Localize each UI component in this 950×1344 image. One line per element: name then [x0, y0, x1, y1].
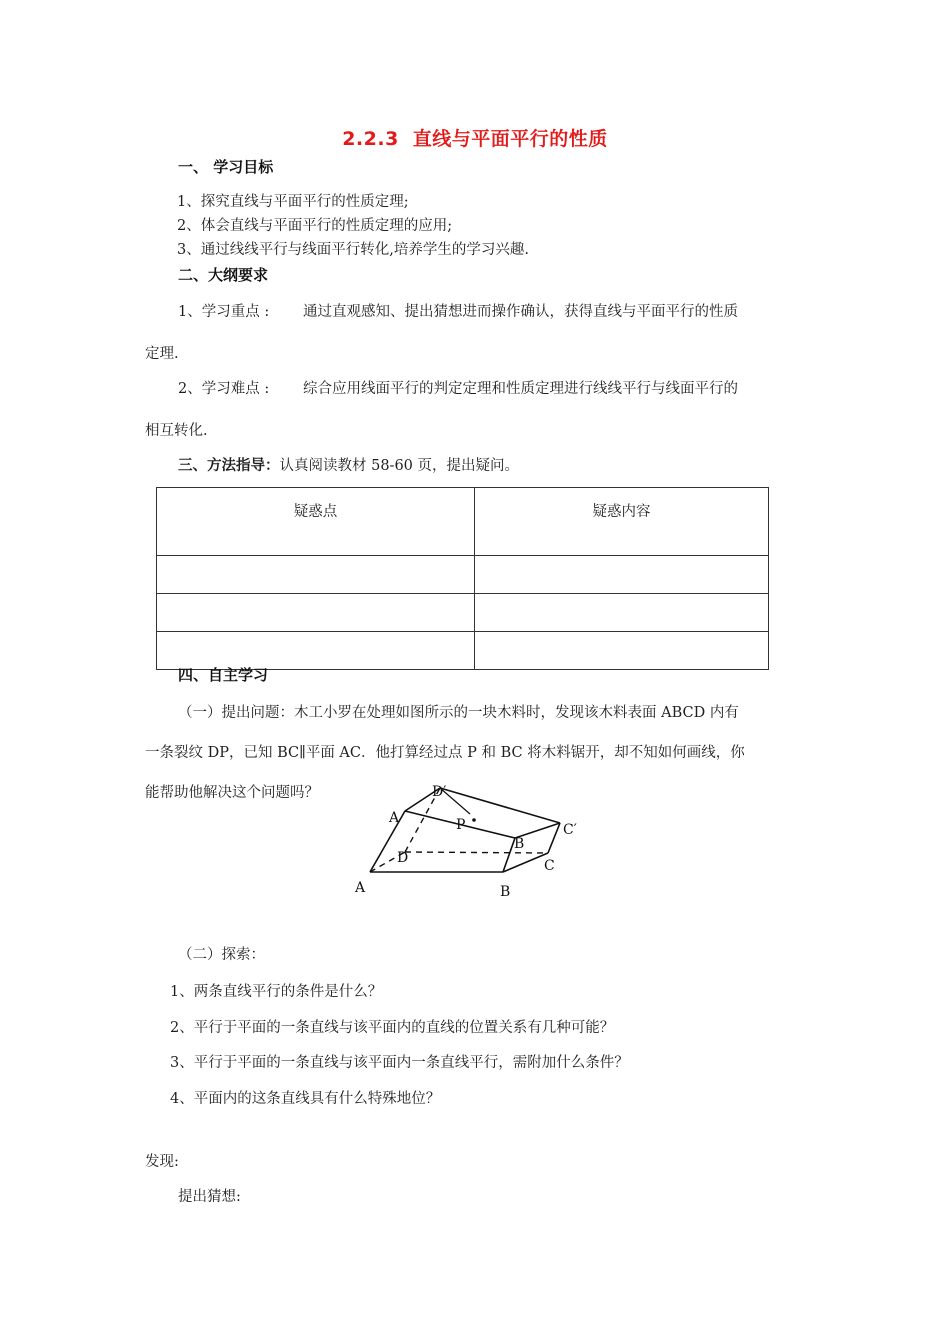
label-P: P [456, 817, 466, 833]
problem-line: 能帮助他解决这个问题吗？ [145, 785, 319, 801]
conjecture-label: 提出猜想: [178, 1189, 241, 1205]
edge-CCp [548, 823, 560, 853]
focus-text-cont: 定理. [145, 346, 179, 362]
section-heading-goals: 一、 学习目标 [178, 158, 274, 176]
difficulty-label: 2、学习难点 : [178, 381, 270, 397]
explore-title: （二）探索： [178, 947, 265, 963]
focus-label: 1、学习重点 : [178, 304, 270, 320]
difficulty-text-cont: 相互转化. [145, 423, 208, 439]
point-P-dot [472, 818, 476, 822]
label-C: C [544, 858, 555, 874]
problem-line: （一）提出问题：木工小罗在处理如图所示的一块木料时，发现该木料表面 ABCD 内有 [178, 705, 739, 721]
explore-item: 2、平行于平面的一条直线与该平面内的直线的位置关系有几种可能？ [170, 1020, 615, 1036]
table-header-doubt: 疑惑点 [157, 488, 475, 556]
label-Cp: C′ [563, 822, 577, 838]
discover-label: 发现: [145, 1154, 179, 1170]
label-B: B [500, 884, 511, 900]
title-text: 直线与平面平行的性质 [412, 128, 608, 150]
explore-item: 1、两条直线平行的条件是什么？ [170, 984, 383, 1000]
method-heading: 三、方法指导： [178, 458, 280, 474]
edge-BC [503, 853, 548, 872]
label-Dp: D′ [432, 784, 447, 800]
method-text: 认真阅读教材 58-60 页，提出疑问。 [279, 458, 520, 474]
goal-item: 3、通过线线平行与线面平行转化,培养学生的学习兴趣. [177, 242, 529, 258]
hidden-edge-DC [405, 852, 548, 853]
goal-item: 1、探究直线与平面平行的性质定理; [177, 194, 409, 210]
explore-item: 3、平行于平面的一条直线与该平面内一条直线平行，需附加什么条件？ [170, 1055, 629, 1071]
focus-text: 通过直观感知、提出猜想进而操作确认，获得直线与平面平行的性质 [303, 304, 738, 320]
section-heading-syllabus: 二、大纲要求 [178, 266, 269, 284]
label-Ap: A [389, 810, 400, 826]
problem-line: 一条裂纹 DP，已知 BC∥平面 AC．他打算经过点 P 和 BC 将木料锯开，却不知如何画线，你 [145, 745, 745, 761]
label-Bp: B [514, 836, 525, 852]
difficulty-text: 综合应用线面平行的判定定理和性质定理进行线线平行与线面平行的 [303, 381, 738, 397]
goal-item: 2、体会直线与平面平行的性质定理的应用; [177, 218, 453, 234]
label-A: A [355, 880, 366, 896]
section-heading-self-study: 四、自主学习 [178, 666, 269, 684]
explore-item: 4、平面内的这条直线具有什么特殊地位？ [170, 1091, 441, 1107]
label-D: D [397, 850, 409, 866]
title-number: 2.2.3 [342, 128, 399, 150]
table-header-content: 疑惑内容 [475, 488, 769, 556]
